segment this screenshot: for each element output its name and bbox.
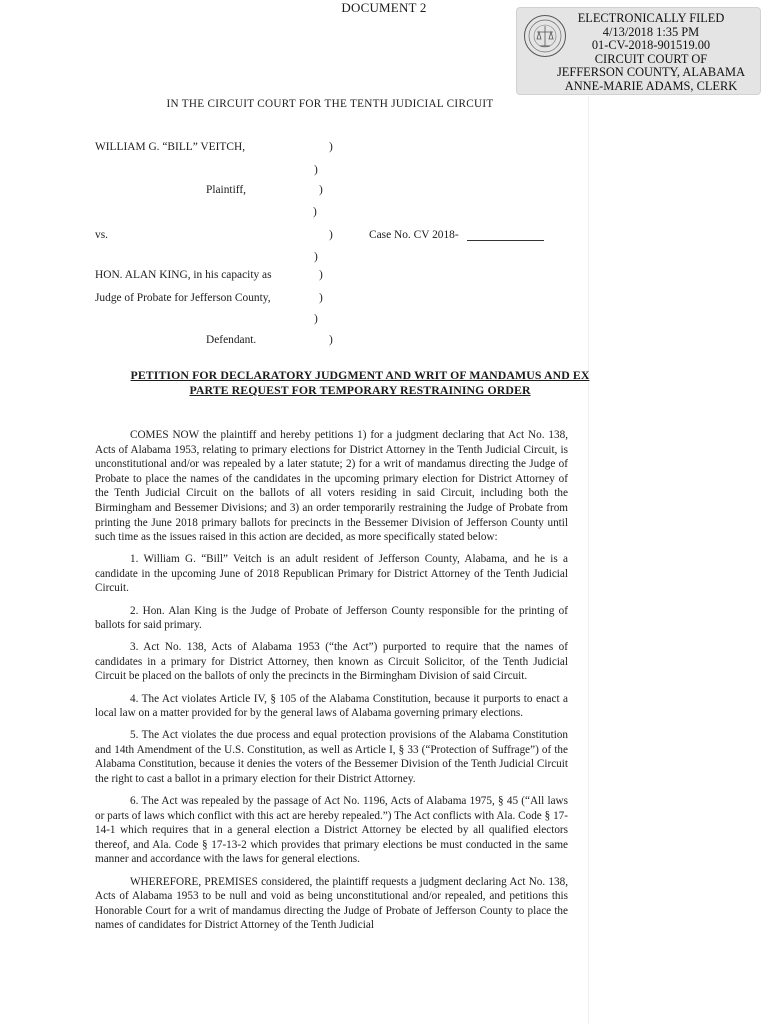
stamp-line-clerk: ANNE-MARIE ADAMS, CLERK xyxy=(564,78,738,93)
petition-title-line: PETITION FOR DECLARATORY JUDGMENT AND WRIT OF MANDAMUS AND EX xyxy=(130,368,590,382)
caption-paren: ) xyxy=(313,206,317,218)
caption-paren: ) xyxy=(319,184,323,196)
caption-paren: ) xyxy=(314,251,318,263)
numbered-paragraph: 1. William G. “Bill” Veitch is an adult resident of Jefferson County, Alabama, and he is a candidate in the upcoming June of 2018 Republican Primary for District Attorney of the Tenth Judicial Circuit. xyxy=(95,553,568,595)
margin-line xyxy=(588,96,589,1024)
caption-paren: ) xyxy=(319,292,323,304)
numbered-paragraph: 6. The Act was repealed by the passage of Act No. 1196, Acts of Alabama 1975, § 45 (“All laws or parts of laws which conflict with this act are hereby repealed.”) The Act conflicts with Ala. Code § 17-14-1 which requires that in a general election a District Attorney be elected by all qualified electors thereof, and Ala. Code § 17-13-2 which provides that primary elections be must conducted in the same manner and accordance with the laws for general elections. xyxy=(95,795,568,866)
wherefore-paragraph: WHEREFORE, PREMISES considered, the plaintiff requests a judgment declaring Act No. 138, Acts of Alabama 1953 to be null and void as being unconstitutional and/or repealed, and petitions this Honorable Court for a writ of mandamus directing the Judge of Probate of Jefferson County to place the names of candidates for District Attorney of the Tenth Judicial xyxy=(95,875,568,932)
stamp-line-court: CIRCUIT COURT OF xyxy=(594,51,708,66)
numbered-paragraph: 4. The Act violates Article IV, § 105 of the Alabama Constitution, because it purports to enact a local law on a matter provided for by the general laws of Alabama governing primary elections. xyxy=(95,692,568,720)
caption-paren: ) xyxy=(329,334,333,346)
stamp-line-filed: ELECTRONICALLY FILED xyxy=(577,11,725,25)
plaintiff-name: WILLIAM G. “BILL” VEITCH, xyxy=(95,141,246,153)
stamp-line-case-number: 01-CV-2018-901519.00 xyxy=(591,38,711,53)
numbered-paragraph: 5. The Act violates the due process and equal protection provisions of the Alabama Constitution and 14th Amendment of the U.S. Constitution, as well as Article I, § 33 (“Protection of Suffrage”) of the Alabama Constitution, because it denies the voters of the Bessemer Division of the Tenth Judicial Circuit the right to cast a ballot in a primary election for their District Attorney. xyxy=(95,729,568,785)
filing-stamp xyxy=(516,7,761,95)
versus-label: vs. xyxy=(95,229,108,241)
case-number-blank xyxy=(467,240,544,241)
petition-title xyxy=(80,368,640,398)
court-heading: IN THE CIRCUIT COURT FOR THE TENTH JUDICIAL CIRCUIT xyxy=(166,98,494,110)
plaintiff-role: Plaintiff, xyxy=(206,184,246,196)
caption-paren: ) xyxy=(314,164,318,176)
caption-paren: ) xyxy=(319,269,323,281)
defendant-name: HON. ALAN KING, in his capacity as xyxy=(95,269,272,281)
numbered-paragraph: 2. Hon. Alan King is the Judge of Probate of Jefferson County responsible for the printing of ballots for said primary. xyxy=(95,604,568,632)
numbered-paragraph: 3. Act No. 138, Acts of Alabama 1953 (“the Act”) purported to require that the names of candidates in a primary for District Attorney, then known as Circuit Solicitor, of the Tenth Judicial Circuit be placed on the ballots of only the precincts in the Birmingham Division of said Circuit. xyxy=(95,641,568,683)
stamp-line-county: JEFFERSON COUNTY, ALABAMA xyxy=(556,65,746,80)
petition-title-line: PARTE REQUEST FOR TEMPORARY RESTRAINING ORDER xyxy=(189,383,531,397)
defendant-title: Judge of Probate for Jefferson County, xyxy=(95,292,271,304)
case-number-label: Case No. CV 2018- xyxy=(369,229,459,241)
caption-paren: ) xyxy=(329,229,333,241)
stamp-line-datetime: 4/13/2018 1:35 PM xyxy=(602,24,700,39)
intro-paragraph: COMES NOW the plaintiff and hereby petitions 1) for a judgment declaring that Act No. 138, Acts of Alabama 1953, relating to primary elections for District Attorney in the Tenth Judicial Circuit, is unconstitutional and/or was repealed by a later statute; 2) for a writ of mandamus directing the Judge of Probate to place the names of the candidates in the upcoming primary election for District Attorney of the Tenth Judicial Circuit on the ballots of all voters residing in said Circuit, including both the Birmingham and Bessemer Divisions; and 3) an order temporarily restraining the Judge of Probate from printing the June 2018 primary ballots for precincts in the Bessemer Division of Jefferson County until such time as the issues raised in this action are decided, as more specifically stated below: xyxy=(95,429,568,544)
caption-paren: ) xyxy=(329,141,333,153)
document-label: DOCUMENT 2 xyxy=(341,0,427,15)
defendant-role: Defendant. xyxy=(206,334,257,346)
petition-body xyxy=(95,428,568,940)
caption-paren: ) xyxy=(314,313,318,325)
